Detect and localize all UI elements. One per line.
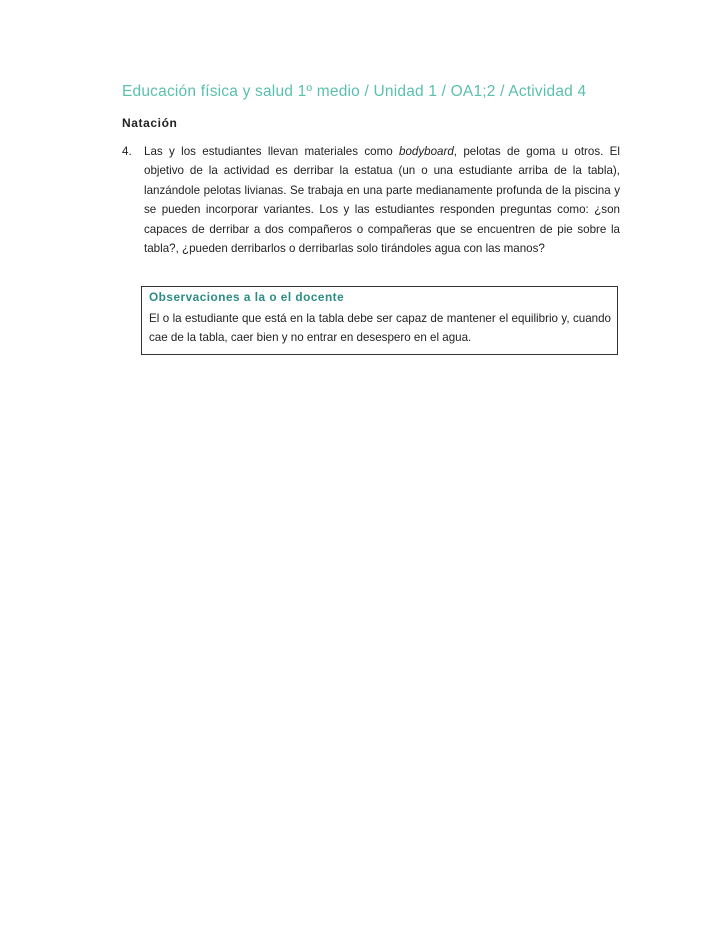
- observations-title: Observaciones a la o el docente: [149, 290, 345, 304]
- activity-item: [122, 142, 620, 258]
- observations-text: El o la estudiante que está en la tabla debe ser capaz de mantener el equilibrio y, cuando cae de la tabla, caer bien y no entrar en desespero en el agua.: [149, 312, 611, 345]
- section-heading: Natación: [122, 116, 178, 130]
- activity-number: 4.: [122, 145, 132, 158]
- activity-text: [144, 142, 620, 258]
- observations-box: [141, 286, 618, 355]
- activity-text-end: , pelotas de goma u otros. El objetivo de la actividad es derribar la estatua (un o una estudiante arriba de la tabla), lanzándole pelotas livianas. Se trabaja en una parte medianamente profunda de la piscina y se pueden incorporar variantes. Los y las estudiantes responden preguntas como: ¿son capaces de derribar a dos compañeros o compañeras que se encuentren de pie sobre la tabla?, ¿pueden derribarlos o derribarlas solo tirándoles agua con las manos?: [144, 145, 620, 256]
- page-title: Educación física y salud 1º medio / Unidad 1 / OA1;2 / Actividad 4: [122, 83, 587, 100]
- activity-text-italic: bodyboard: [399, 145, 454, 158]
- activity-text-start: Las y los estudiantes llevan materiales como: [144, 145, 399, 158]
